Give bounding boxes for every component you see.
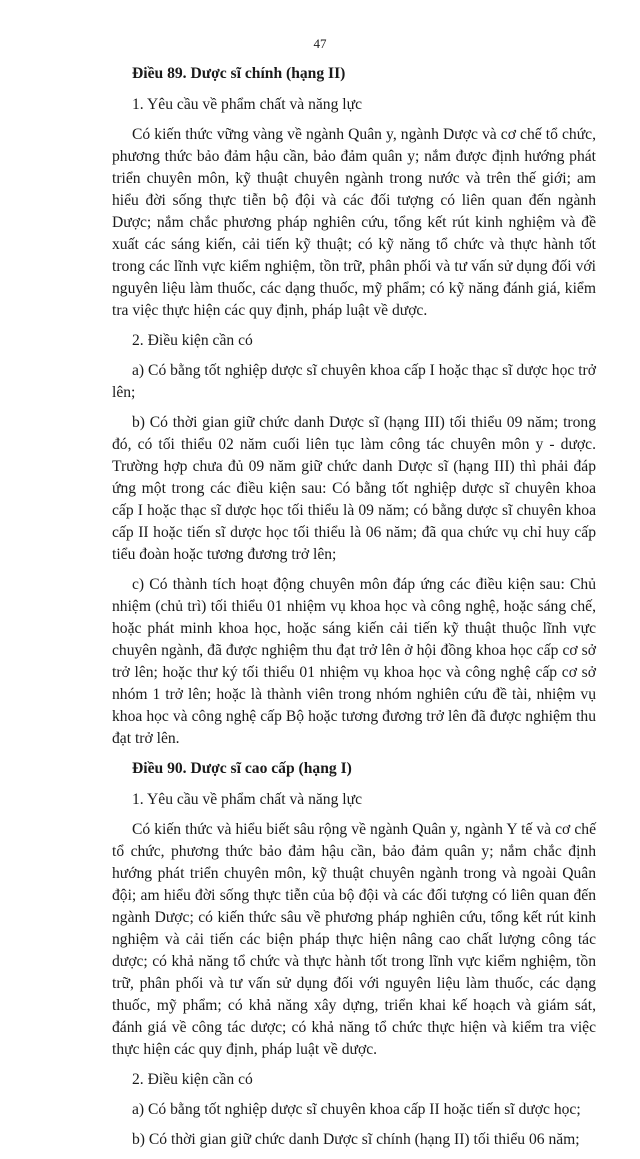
article-90-condition-b: b) Có thời gian giữ chức danh Dược sĩ chính (hạng II) tối thiểu 06 năm; (132, 1131, 580, 1148)
article-89-heading: Điều 89. Dược sĩ chính (hạng II) (132, 65, 346, 82)
article-90-requirements-text: Có kiến thức và hiểu biết sâu rộng về ngành Quân y, ngành Y tế và cơ chế tổ chức, phương thức bảo đảm hậu cần, bảo đảm quân y; nắm chắc định hướng phát triển chuyên môn, kỹ thuật chuyên ngành trong và ngoài Quân đội; am hiểu đời sống thực tiễn của bộ đội và các đối tượng có liên quan đến ngành Dược; có kiến thức sâu về phương pháp nghiên cứu, tổng kết rút kinh nghiệm và cải tiến các biện pháp thực hiện nâng cao chất lượng công tác dược; có khả năng tổ chức và thực hành tốt trong lĩnh vực kiểm nghiệm, tồn trữ, phân phối và tư vấn sử dụng đối với nguyên liệu làm thuốc, các dạng thuốc, mỹ phẩm; có khả năng xây dựng, triển khai kế hoạch và giám sát, đánh giá về công tác dược; có khả năng tổ chức thực hiện và kiểm tra việc thực hiện các quy định, pháp luật về dược. (112, 821, 596, 1058)
article-90-conditions-title: 2. Điều kiện cần có (132, 1071, 253, 1088)
article-89-condition-b: b) Có thời gian giữ chức danh Dược sĩ (hạng III) tối thiểu 09 năm; trong đó, có tối thiểu 02 năm cuối liên tục làm công tác chuyên môn y - dược. Trường hợp chưa đủ 09 năm giữ chức danh Dược sĩ (hạng III) thì phải đáp ứng một trong các điều kiện sau: Có bằng tốt nghiệp dược sĩ chuyên khoa cấp I hoặc thạc sĩ dược học tối thiểu là 09 năm; có bằng dược sĩ chuyên khoa cấp II hoặc tiến sĩ dược học tối thiểu là 06 năm; đã qua chức vụ chỉ huy cấp tiểu đoàn hoặc tương đương trở lên; (112, 414, 596, 563)
page-number: 47 (313, 36, 327, 51)
page-content (112, 63, 596, 1159)
article-89-requirements-text: Có kiến thức vững vàng về ngành Quân y, ngành Dược và cơ chế tổ chức, phương thức bảo đảm hậu cần, bảo đảm quân y; nắm được định hướng phát triển chuyên môn, kỹ thuật chuyên ngành trong nước và trên thế giới; am hiểu đời sống thực tiễn bộ đội và các đối tượng có liên quan đến ngành Dược; nắm chắc phương pháp nghiên cứu, tổng kết rút kinh nghiệm và đề xuất các sáng kiến, cải tiến kỹ thuật; có kỹ năng tổ chức và thực hành tốt trong các lĩnh vực kiểm nghiệm, tồn trữ, phân phối và tư vấn sử dụng đối với nguyên liệu làm thuốc, các dạng thuốc, mỹ phẩm; có kỹ năng đánh giá, kiểm tra việc thực hiện các quy định, pháp luật về dược. (112, 126, 596, 319)
article-89-condition-a: a) Có bằng tốt nghiệp dược sĩ chuyên khoa cấp I hoặc thạc sĩ dược học trở lên; (112, 362, 596, 401)
article-90-requirements-title: 1. Yêu cầu về phẩm chất và năng lực (132, 791, 362, 808)
article-89-requirements-title: 1. Yêu cầu về phẩm chất và năng lực (132, 96, 362, 113)
article-89-condition-c: c) Có thành tích hoạt động chuyên môn đáp ứng các điều kiện sau: Chủ nhiệm (chủ trì) tối thiểu 01 nhiệm vụ khoa học và công nghệ, hoặc sáng chế, hoặc phát minh khoa học, hoặc sáng kiến cải tiến kỹ thuật thuộc lĩnh vực chuyên ngành, đã được nghiệm thu đạt trở lên ở hội đồng khoa học cấp cơ sở trở lên; hoặc thư ký tối thiểu 01 nhiệm vụ khoa học và công nghệ cấp cơ sở nhóm 1 trở lên; hoặc là thành viên trong nhóm nghiên cứu đề tài, nhiệm vụ khoa học và công nghệ cấp Bộ hoặc tương đương trở lên đã được nghiệm thu đạt trở lên. (112, 576, 596, 747)
article-89-conditions-title: 2. Điều kiện cần có (132, 332, 253, 349)
article-90-heading: Điều 90. Dược sĩ cao cấp (hạng I) (132, 760, 352, 777)
article-90-condition-a: a) Có bằng tốt nghiệp dược sĩ chuyên khoa cấp II hoặc tiến sĩ dược học; (132, 1101, 581, 1118)
